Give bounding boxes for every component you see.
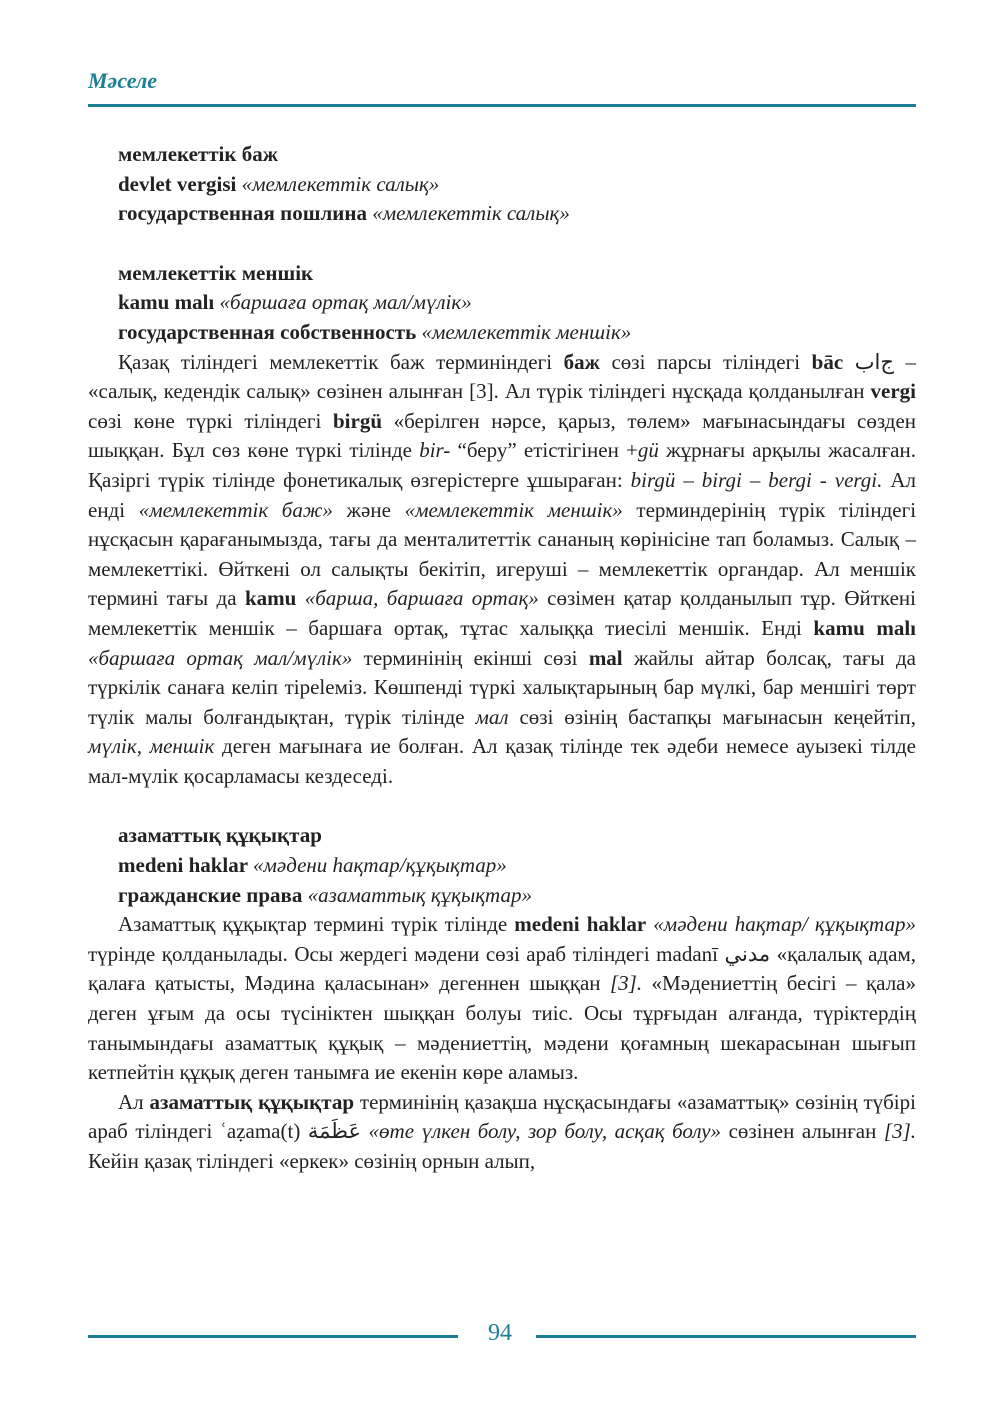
term-block-3 [118,821,916,910]
header-rule [88,104,916,107]
term-russian [118,199,916,229]
term-russian-gloss: «азаматтық құқықтар» [307,882,532,907]
term-kazakh-text: мемлекеттік баж [118,142,278,166]
term-kazakh-text: азаматтық құқықтар [118,823,322,848]
body-paragraph-2: Азаматтық құқықтар термині түрік тілінде medeni haklar «мәдени һақтар/ құқықтар» түрінде қолданылады. Осы жердегі мәдени сөзі араб тіліндегі madanī مدني «қалалық адам, қалаға қатысты, Мәдина қаласынан» дегеннен шыққан [3]. «Мәдениеттің бесігі – қала» деген ұғым да осы түсініктен шыққан болуы тиіс. Осы тұрғыдан алғанда, түріктердің танымындағы азаматтық құқық – мәдениеттің, мәдени қоғамның шекарасынан шығып кетпейтін құқық деген танымға ие екенін көре аламыз. [88,912,916,1085]
page-content [88,140,917,1177]
footer-rule-right [536,1335,916,1338]
term-kazakh-text: мемлекеттік меншік [118,260,314,285]
term-block-1 [118,140,916,229]
term-kazakh [118,140,916,170]
term-kazakh [118,821,916,851]
term-turkish [118,851,916,881]
term-russian-text: государственная пошлина [118,201,367,226]
footer-rule-left [88,1335,458,1338]
body-paragraph-3: Ал азаматтық құқықтар терминінің қазақша нұсқасындағы «азаматтық» сөзінің түбірі араб тіліндегі ʿaẓama(t) عَظَمَة «өте үлкен болу, зор болу, асқақ болу» сөзінен алынған [3]. Кейін қазақ тіліндегі «еркек» сөзінің орнын алып, [88,1089,916,1173]
term-turkish-text: devlet vergisi [118,171,237,196]
header-title: Мәселе [88,68,158,93]
term-russian-text: государственная собственность [118,319,417,344]
term-russian [118,881,916,911]
body-paragraph-1: Қазақ тіліндегі мемлекеттік баж терминіндегі баж сөзі парсы тіліндегі bāc ﺝﺍﺏ – «салық, кедендік салық» сөзінен алынған [3]. Ал түрік тіліндегі нұсқада қолданылған vergi сөзі көне түркі тіліндегі birgü «берілген нәрсе, қарыз, төлем» мағынасындағы сөзден шыққан. Бұл сөз көне түркі тілінде bir- “беру” етістігінен +gü жұрнағы арқылы жасалған. Қазіргі түрік тілінде фонетикалық өзгерістерге ұшыраған: birgü – birgi – bergi - vergi. Ал енді «мемлекеттік баж» және «мемлекеттік меншік» терминдерінің түрік тіліндегі нұсқасын қарағанымызда, тағы да менталитеттік сананың көрінісіне тап боламыз. Салық – мемлекеттікі. Өйткені ол салықты бекітіп, игеруші – мемлекеттік органдар. Ал меншік термині тағы да kamu «барша, баршаға ортақ» сөзімен қатар қолданылып тұр. Өйткені мемлекеттік меншік – баршаға ортақ, тұтас халыққа тиесілі меншік. Енді kamu malı «баршаға ортақ мал/мүлік» терминінің екінші сөзі mal жайлы айтар болсақ, тағы да түркілік санаға келіп тіреleміз. Көшпенді түркі халықтарының бар мүлкі, бар меншігі төрт түлік малы болғандықтан, түрік тілінде мал сөзі өзінің бастапқы мағынасын кеңейтіп, мүлік, меншік деген мағынаға ие болған. Ал қазақ тілінде тек әдеби немесе ауызекі тілде мал-мүлік қосарламасы кездеседі. [88,349,917,788]
term-russian [118,318,916,348]
term-turkish [118,170,916,200]
term-turkish [118,288,916,318]
term-turkish-text: kamu malı [118,290,215,315]
spacer [118,791,916,821]
term-russian-text: гражданские права [118,882,303,907]
term-turkish-text: medeni haklar [118,853,248,878]
term-turkish-gloss: «мәдени һақтар/құқықтар» [252,853,507,878]
term-russian-gloss: «мемлекеттік меншік» [421,319,632,344]
spacer [118,229,916,259]
page-number: 94 [488,1320,512,1346]
term-block-2 [118,259,916,348]
term-kazakh [118,259,916,289]
term-russian-gloss: «мемлекеттік салық» [372,201,570,226]
term-turkish-gloss: «мемлекеттік салық» [241,171,440,196]
term-turkish-gloss: «баршаға ортақ мал/мүлік» [219,290,472,315]
